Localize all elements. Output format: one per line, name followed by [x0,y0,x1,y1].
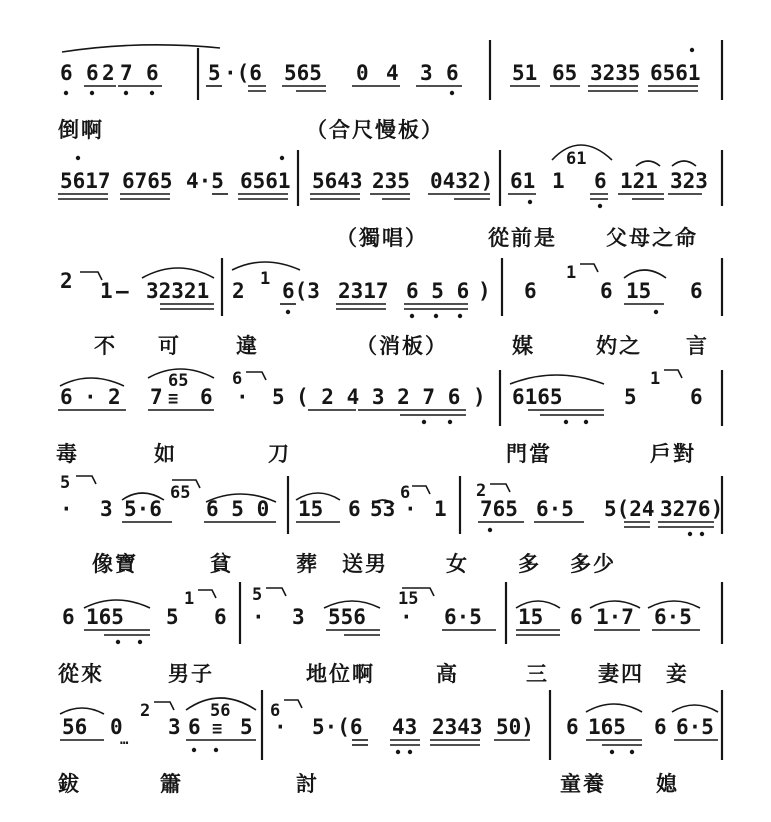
svg-text:5: 5 [60,473,71,493]
svg-text:1: 1 [552,169,565,193]
svg-text:6: 6 [214,605,227,629]
lyric: 妁之 [596,334,642,358]
lyric: 妾 [666,662,689,686]
svg-text:6: 6 [60,61,73,85]
svg-text:6: 6 [200,385,213,409]
svg-text:61: 61 [566,149,587,169]
svg-text:65: 65 [552,61,578,85]
lyric: 違 [236,334,259,358]
lyric: 簫 [160,772,183,796]
svg-text:3: 3 [100,497,113,521]
svg-text:1: 1 [100,279,113,303]
lyrics-line-3 [0,330,771,362]
svg-text:165: 165 [588,715,626,739]
lyric: 媒 [512,334,535,358]
svg-text:56: 56 [210,701,231,721]
svg-text:0: 0 [356,61,369,85]
svg-text:·: · [400,605,413,629]
lyric: 討 [296,772,319,796]
svg-text:5: 5 [208,61,221,85]
lyric: 刀 [268,442,291,466]
svg-text:2343: 2343 [432,715,483,739]
svg-text:32321: 32321 [146,279,210,303]
lyric: 從前是 [488,226,557,250]
svg-text:·: · [84,385,97,409]
lyric: 葬 [296,552,319,576]
svg-text:·: · [274,715,287,739]
svg-text:…: … [120,732,129,748]
svg-text:6: 6 [270,701,281,721]
lyric: 像寶 [92,552,138,576]
svg-text:4: 4 [386,61,399,85]
svg-text:6: 6 [86,61,99,85]
svg-text:15: 15 [518,605,544,629]
svg-text:565: 565 [284,61,322,85]
svg-text:6: 6 [594,169,607,193]
svg-text:5643: 5643 [312,169,363,193]
lyrics-line-1 [0,114,771,146]
svg-text:6: 6 [146,61,159,85]
svg-text:56: 56 [62,715,88,739]
svg-text:53: 53 [370,497,396,521]
svg-text:5·6: 5·6 [124,497,162,521]
lyric: 送男 [342,552,388,576]
svg-text:6: 6 [524,279,537,303]
svg-text:6: 6 [566,715,579,739]
svg-text:·: · [60,497,73,521]
svg-text:3: 3 [420,61,433,85]
svg-text:5617: 5617 [60,169,111,193]
svg-text:6561: 6561 [650,61,701,85]
lyric: 媳 [656,772,679,796]
svg-text:4·5: 4·5 [186,169,224,193]
lyric: 妻四 [598,662,644,686]
svg-text:2: 2 [60,269,73,293]
svg-text:5: 5 [252,585,263,605]
svg-text:3: 3 [168,715,181,739]
system-7 [60,690,722,760]
svg-text:65: 65 [170,483,191,503]
lyric: （合尺慢板） [306,118,444,142]
svg-text:5: 5 [624,385,637,409]
svg-text:6·5: 6·5 [654,605,692,629]
svg-text:65: 65 [168,371,189,391]
svg-text:61: 61 [510,169,536,193]
svg-text:1: 1 [566,263,577,283]
svg-text:121: 121 [620,169,658,193]
svg-text:2317: 2317 [338,279,389,303]
lyric: 高 [436,662,459,686]
svg-text:·: · [236,385,249,409]
lyric: 毒 [56,442,79,466]
svg-text:( 2 4 3 2 7 6 ): ( 2 4 3 2 7 6 ) [296,385,486,409]
lyric: 門當 [506,442,552,466]
lyric: 地位啊 [306,662,375,686]
system-2 [58,145,722,208]
svg-text:≡: ≡ [212,719,223,739]
svg-text:5: 5 [166,605,179,629]
system-6 [62,582,722,644]
lyric: 三 [526,662,549,686]
svg-text:6: 6 [570,605,583,629]
svg-text:6561: 6561 [240,169,291,193]
svg-text:15: 15 [626,279,652,303]
lyrics-line-2 [0,222,771,254]
lyric: 如 [154,442,177,466]
svg-text:6: 6 [654,715,667,739]
svg-text:5: 5 [240,715,253,739]
svg-text:6: 6 [232,369,243,389]
svg-text:235: 235 [372,169,410,193]
svg-text:6·5: 6·5 [536,497,574,521]
svg-text:2: 2 [476,481,487,501]
svg-text:·(6: ·(6 [224,61,262,85]
svg-text:7: 7 [150,385,163,409]
svg-text:6: 6 [690,279,703,303]
svg-text:3276): 3276) [660,497,724,521]
svg-text:6: 6 [690,385,703,409]
svg-text:3: 3 [292,605,305,629]
svg-text:6: 6 [188,715,201,739]
svg-text:2: 2 [140,701,151,721]
system-1 [60,40,722,100]
svg-text:6·5: 6·5 [444,605,482,629]
lyric: 鈸 [58,772,81,796]
lyrics-line-6 [0,658,771,690]
lyrics-line-7 [0,768,771,808]
svg-text:15: 15 [398,589,419,609]
svg-text:5(24: 5(24 [604,497,655,521]
svg-text:5·(6: 5·(6 [312,715,363,739]
svg-text:165: 165 [86,605,124,629]
lyric: 言 [686,334,709,358]
lyric: 從來 [58,662,104,686]
svg-text:2: 2 [108,385,121,409]
svg-text:0432): 0432) [430,169,494,193]
svg-text:·: · [252,605,265,629]
svg-text:1: 1 [184,589,195,609]
lyric: 倒啊 [58,118,104,142]
lyric: 男子 [168,662,214,686]
lyric: 貧 [210,552,233,576]
svg-text:6: 6 [446,61,459,85]
svg-text:7: 7 [120,61,133,85]
svg-text:50): 50) [496,715,534,739]
slur [62,45,220,52]
svg-text:15: 15 [298,497,324,521]
svg-text:·: · [404,497,417,521]
svg-text:43: 43 [392,715,418,739]
lyric: 不 [94,334,117,358]
svg-text:6: 6 [600,279,613,303]
lyric: 多 [518,552,541,576]
system-3 [60,258,722,318]
svg-text:2: 2 [102,61,115,85]
svg-text:6765: 6765 [122,169,173,193]
svg-text:6 5 0: 6 5 0 [206,497,270,521]
svg-text:765: 765 [480,497,518,521]
svg-text:6(3: 6(3 [282,279,320,303]
lyric: 女 [446,552,469,576]
svg-text:3235: 3235 [590,61,641,85]
svg-text:323: 323 [670,169,708,193]
svg-text:51: 51 [512,61,538,85]
svg-text:5: 5 [272,385,285,409]
svg-text:6165: 6165 [512,385,563,409]
svg-text:≡: ≡ [168,389,179,409]
lyric: 可 [158,334,181,358]
svg-text:6: 6 [60,385,73,409]
svg-text:6: 6 [400,483,411,503]
lyrics-line-5 [0,548,771,580]
system-5 [60,473,723,536]
svg-text:1·7: 1·7 [596,605,634,629]
svg-text:6 5 6: 6 5 6 [406,279,470,303]
lyric: 多少 [570,552,616,576]
svg-text:6: 6 [62,605,75,629]
lyric: （獨唱） [336,226,428,250]
lyric: 童養 [560,772,606,796]
svg-text:2: 2 [232,279,245,303]
svg-text:6: 6 [348,497,361,521]
svg-text:): ) [478,279,491,303]
lyric: （消板） [356,334,448,358]
svg-text:1: 1 [650,369,661,389]
svg-text:6·5: 6·5 [676,715,714,739]
svg-text:1: 1 [260,269,271,289]
svg-text:—: — [116,279,129,303]
system-4 [58,369,722,426]
lyric: 父母之命 [606,226,698,250]
lyrics-line-4 [0,438,771,470]
svg-text:556: 556 [328,605,366,629]
svg-text:0: 0 [110,715,123,739]
svg-text:1: 1 [434,497,447,521]
lyric: 戶對 [650,442,696,466]
